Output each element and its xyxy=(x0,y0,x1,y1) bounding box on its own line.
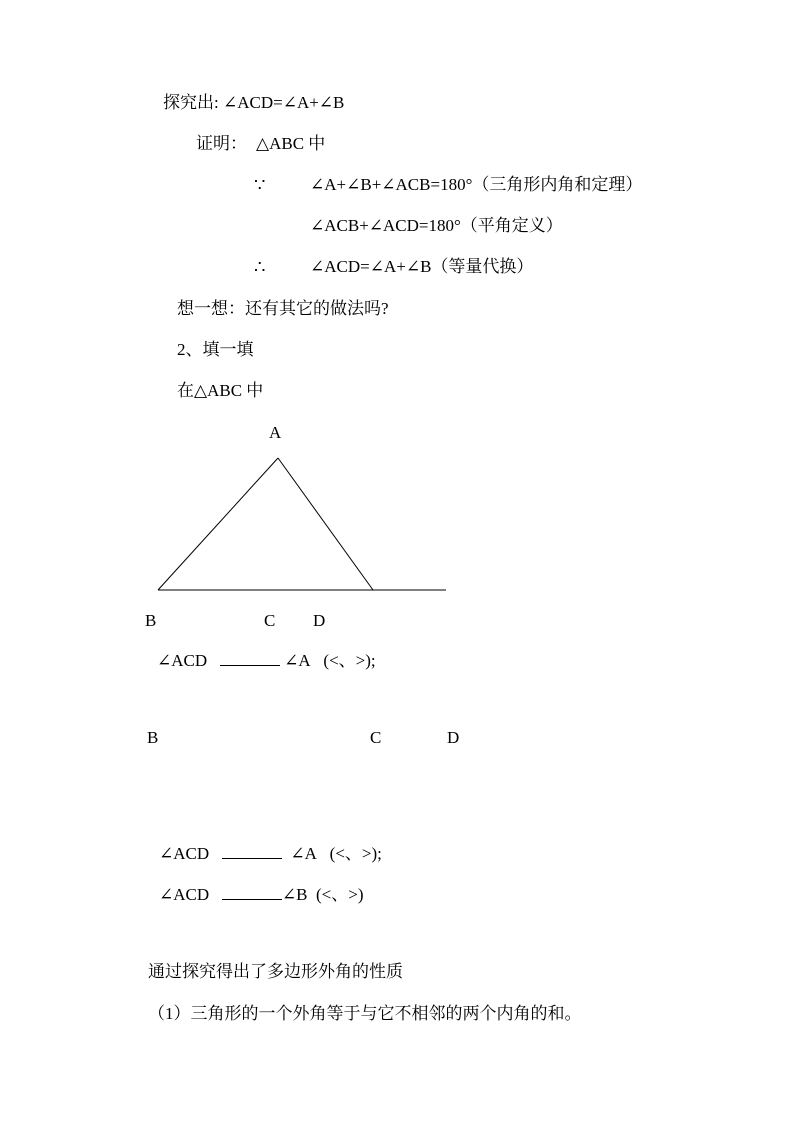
point-label-d: D xyxy=(313,611,326,630)
q3-answer-blank[interactable] xyxy=(222,885,282,900)
q1-right-angle: ∠A xyxy=(284,651,311,670)
proof-step-2: ∠ACB+∠ACD=180°（平角定义） xyxy=(310,216,563,235)
fill-context: 在△ABC 中 xyxy=(177,381,264,400)
vertex-label-c: C xyxy=(264,611,276,630)
question-1 xyxy=(157,651,376,671)
q3-hint: (<、>) xyxy=(315,885,364,904)
summary-property-1: （1）三角形的一个外角等于与它不相邻的两个内角的和。 xyxy=(148,1004,582,1023)
proof-step-3: ∠ACD=∠A+∠B（等量代换） xyxy=(310,257,534,276)
because-symbol: ∵ xyxy=(254,175,266,195)
summary-intro: 通过探究得出了多边形外角的性质 xyxy=(148,962,403,981)
fill-heading: 2、填一填 xyxy=(177,340,254,359)
fig2-label-d: D xyxy=(447,728,460,747)
triangle-reference: △ABC 中 xyxy=(256,134,326,153)
conclusion-line: 探究出: ∠ACD=∠A+∠B xyxy=(163,93,345,112)
proof-label: 证明： xyxy=(196,134,247,153)
fig2-label-b: B xyxy=(147,728,159,747)
therefore-symbol: ∴ xyxy=(254,257,266,277)
q1-left-angle: ∠ACD xyxy=(157,651,208,670)
proof-step-1: ∠A+∠B+∠ACB=180°（三角形内角和定理） xyxy=(310,175,643,194)
q2-answer-blank[interactable] xyxy=(222,844,282,859)
question-3 xyxy=(159,885,363,905)
q3-right-angle: ∠B xyxy=(281,885,308,904)
fig2-label-c: C xyxy=(370,728,382,747)
q1-hint: (<、>); xyxy=(323,651,376,670)
q1-answer-blank[interactable] xyxy=(220,651,280,666)
q3-left-angle: ∠ACD xyxy=(159,885,210,904)
q2-hint: (<、>); xyxy=(329,844,382,863)
q2-right-angle: ∠A xyxy=(290,844,317,863)
q2-left-angle: ∠ACD xyxy=(159,844,210,863)
side-ab xyxy=(158,458,278,590)
side-ac xyxy=(278,458,373,590)
vertex-label-b: B xyxy=(145,611,157,630)
question-2 xyxy=(159,844,382,864)
vertex-label-a: A xyxy=(269,423,282,442)
think-prompt: 想一想：还有其它的做法吗? xyxy=(177,299,389,318)
